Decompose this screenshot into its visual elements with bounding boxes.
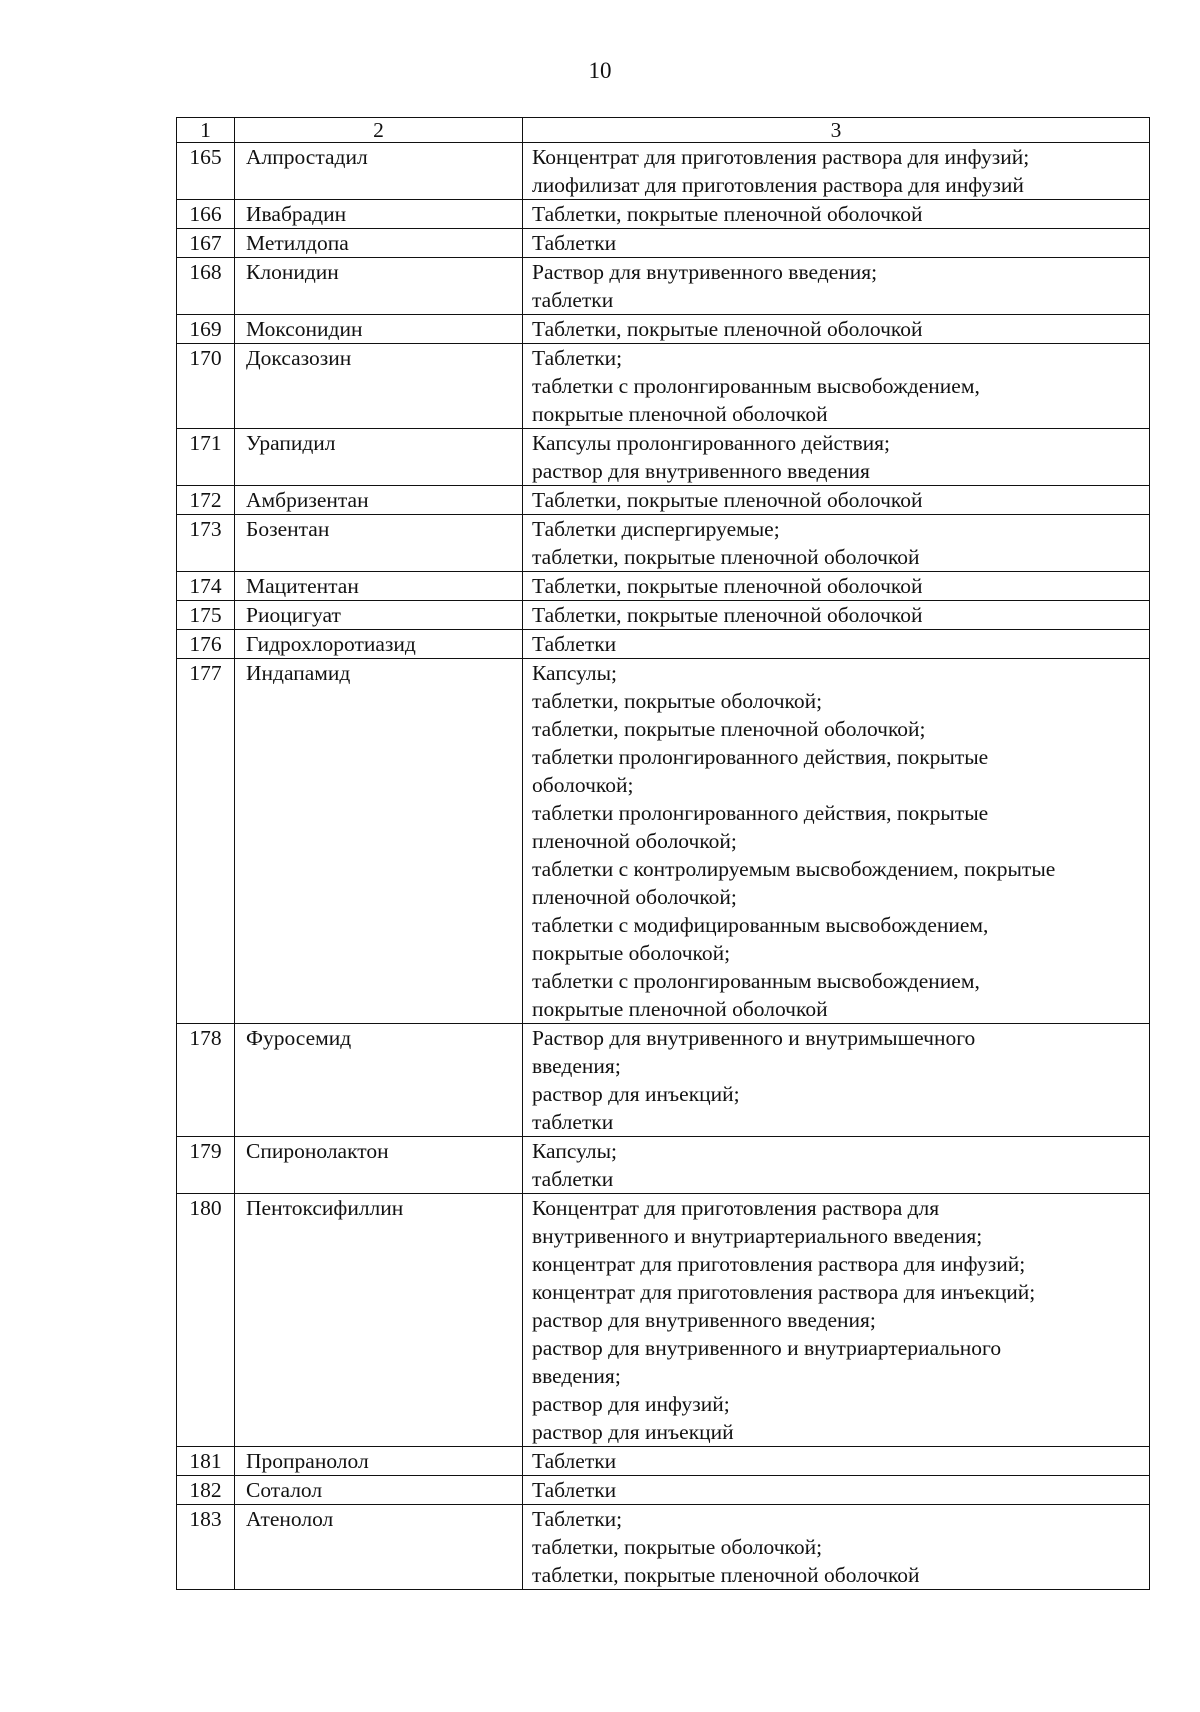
dosage-form-line: Таблетки (532, 1449, 617, 1473)
dosage-forms (523, 1194, 1150, 1447)
table-row (177, 143, 1150, 200)
dosage-form-line: Капсулы; (532, 661, 618, 685)
row-number: 169 (177, 315, 235, 344)
row-number: 177 (177, 659, 235, 1024)
drug-name: Фуросемид (235, 1024, 523, 1137)
row-number: 179 (177, 1137, 235, 1194)
dosage-form-line: пленочной оболочкой; (532, 885, 737, 909)
dosage-forms (523, 1476, 1150, 1505)
dosage-form-line: таблетки с контролируемым высвобождением, покрытые (532, 857, 1056, 881)
drug-name: Моксонидин (235, 315, 523, 344)
dosage-forms (523, 1447, 1150, 1476)
row-number: 173 (177, 515, 235, 572)
dosage-form-line: Таблетки, покрытые пленочной оболочкой (532, 202, 923, 226)
dosage-form-line: Таблетки, покрытые пленочной оболочкой (532, 317, 923, 341)
dosage-forms (523, 601, 1150, 630)
dosage-form-line: таблетки (532, 1110, 614, 1134)
dosage-form-line: Таблетки (532, 632, 617, 656)
dosage-form-line: оболочкой; (532, 773, 634, 797)
dosage-form-line: таблетки, покрытые пленочной оболочкой; (532, 717, 926, 741)
row-number: 171 (177, 429, 235, 486)
row-number: 170 (177, 344, 235, 429)
drug-table (176, 117, 1150, 1590)
row-number: 166 (177, 200, 235, 229)
dosage-form-line: таблетки (532, 1167, 614, 1191)
drug-name: Урапидил (235, 429, 523, 486)
dosage-form-line: покрытые пленочной оболочкой (532, 402, 828, 426)
dosage-form-line: пленочной оболочкой; (532, 829, 737, 853)
dosage-form-line: Капсулы пролонгированного действия; (532, 431, 890, 455)
table-row (177, 200, 1150, 229)
dosage-forms (523, 572, 1150, 601)
table-row (177, 515, 1150, 572)
drug-name: Риоцигуат (235, 601, 523, 630)
table-row (177, 344, 1150, 429)
table-row (177, 258, 1150, 315)
dosage-form-line: Раствор для внутривенного введения; (532, 260, 878, 284)
drug-name: Атенолол (235, 1505, 523, 1590)
dosage-form-line: таблетки, покрытые пленочной оболочкой (532, 1563, 920, 1587)
table-header (177, 118, 1150, 143)
dosage-forms (523, 630, 1150, 659)
header-col-1: 1 (177, 118, 235, 143)
dosage-form-line: лиофилизат для приготовления раствора для инфузий (532, 173, 1024, 197)
dosage-forms (523, 1137, 1150, 1194)
dosage-forms (523, 229, 1150, 258)
page-number: 10 (588, 58, 612, 83)
dosage-form-line: Концентрат для приготовления раствора для (532, 1196, 940, 1220)
table-row (177, 1505, 1150, 1590)
dosage-form-line: Таблетки, покрытые пленочной оболочкой (532, 488, 923, 512)
dosage-forms (523, 1024, 1150, 1137)
drug-name: Клонидин (235, 258, 523, 315)
table-row (177, 429, 1150, 486)
dosage-form-line: таблетки с пролонгированным высвобождением, (532, 969, 980, 993)
dosage-form-line: внутривенного и внутриартериального введения; (532, 1224, 983, 1248)
table-row (177, 1476, 1150, 1505)
dosage-form-line: раствор для внутривенного введения (532, 459, 870, 483)
dosage-forms (523, 486, 1150, 515)
dosage-form-line: покрытые оболочкой; (532, 941, 731, 965)
table-row (177, 572, 1150, 601)
dosage-form-line: таблетки, покрытые пленочной оболочкой (532, 545, 920, 569)
dosage-form-line: Таблетки (532, 231, 617, 255)
row-number: 172 (177, 486, 235, 515)
dosage-forms (523, 659, 1150, 1024)
table-row (177, 486, 1150, 515)
dosage-form-line: концентрат для приготовления раствора для инъекций; (532, 1280, 1036, 1304)
drug-name: Метилдопа (235, 229, 523, 258)
dosage-form-line: раствор для инъекций (532, 1420, 734, 1444)
dosage-form-line: Раствор для внутривенного и внутримышечного (532, 1026, 976, 1050)
drug-name: Индапамид (235, 659, 523, 1024)
dosage-form-line: Капсулы; (532, 1139, 618, 1163)
dosage-forms (523, 1505, 1150, 1590)
dosage-form-line: Таблетки, покрытые пленочной оболочкой (532, 574, 923, 598)
dosage-forms (523, 429, 1150, 486)
row-number: 167 (177, 229, 235, 258)
dosage-form-line: концентрат для приготовления раствора для инфузий; (532, 1252, 1026, 1276)
drug-name: Пентоксифиллин (235, 1194, 523, 1447)
drug-name: Доксазозин (235, 344, 523, 429)
dosage-form-line: раствор для инъекций; (532, 1082, 740, 1106)
dosage-form-line: таблетки пролонгированного действия, покрытые (532, 801, 989, 825)
dosage-form-line: введения; (532, 1054, 621, 1078)
dosage-forms (523, 315, 1150, 344)
dosage-form-line: таблетки, покрытые оболочкой; (532, 689, 823, 713)
drug-name: Соталол (235, 1476, 523, 1505)
drug-name: Спиронолактон (235, 1137, 523, 1194)
table-row (177, 601, 1150, 630)
dosage-forms (523, 258, 1150, 315)
row-number: 165 (177, 143, 235, 200)
row-number: 180 (177, 1194, 235, 1447)
dosage-form-line: таблетки, покрытые оболочкой; (532, 1535, 823, 1559)
header-col-3: 3 (523, 118, 1150, 143)
dosage-form-line: таблетки (532, 288, 614, 312)
row-number: 183 (177, 1505, 235, 1590)
table-row (177, 1024, 1150, 1137)
table-row (177, 1137, 1150, 1194)
dosage-form-line: Таблетки диспергируемые; (532, 517, 780, 541)
dosage-form-line: раствор для внутривенного и внутриартериального (532, 1336, 1002, 1360)
dosage-forms (523, 515, 1150, 572)
row-number: 178 (177, 1024, 235, 1137)
table-row (177, 315, 1150, 344)
drug-name: Гидрохлоротиазид (235, 630, 523, 659)
dosage-forms (523, 344, 1150, 429)
table-row (177, 1447, 1150, 1476)
dosage-form-line: таблетки с модифицированным высвобождением, (532, 913, 989, 937)
dosage-form-line: Концентрат для приготовления раствора для инфузий; (532, 145, 1030, 169)
table-row (177, 1194, 1150, 1447)
row-number: 175 (177, 601, 235, 630)
drug-name: Амбризентан (235, 486, 523, 515)
dosage-forms (523, 200, 1150, 229)
table-row (177, 229, 1150, 258)
table-row (177, 630, 1150, 659)
row-number: 168 (177, 258, 235, 315)
dosage-form-line: Таблетки; (532, 346, 623, 370)
dosage-form-line: раствор для инфузий; (532, 1392, 730, 1416)
dosage-forms (523, 143, 1150, 200)
dosage-form-line: покрытые пленочной оболочкой (532, 997, 828, 1021)
table-row (177, 659, 1150, 1024)
header-col-2: 2 (235, 118, 523, 143)
row-number: 182 (177, 1476, 235, 1505)
drug-name: Пропранолол (235, 1447, 523, 1476)
dosage-form-line: введения; (532, 1364, 621, 1388)
dosage-form-line: таблетки пролонгированного действия, покрытые (532, 745, 989, 769)
drug-name: Ивабрадин (235, 200, 523, 229)
row-number: 174 (177, 572, 235, 601)
drug-name: Бозентан (235, 515, 523, 572)
dosage-form-line: Таблетки; (532, 1507, 623, 1531)
dosage-form-line: таблетки с пролонгированным высвобождением, (532, 374, 980, 398)
table-body (177, 143, 1150, 1590)
dosage-form-line: раствор для внутривенного введения; (532, 1308, 876, 1332)
drug-name: Алпростадил (235, 143, 523, 200)
dosage-form-line: Таблетки, покрытые пленочной оболочкой (532, 603, 923, 627)
header-row (177, 118, 1150, 143)
dosage-form-line: Таблетки (532, 1478, 617, 1502)
drug-name: Мацитентан (235, 572, 523, 601)
row-number: 176 (177, 630, 235, 659)
row-number: 181 (177, 1447, 235, 1476)
